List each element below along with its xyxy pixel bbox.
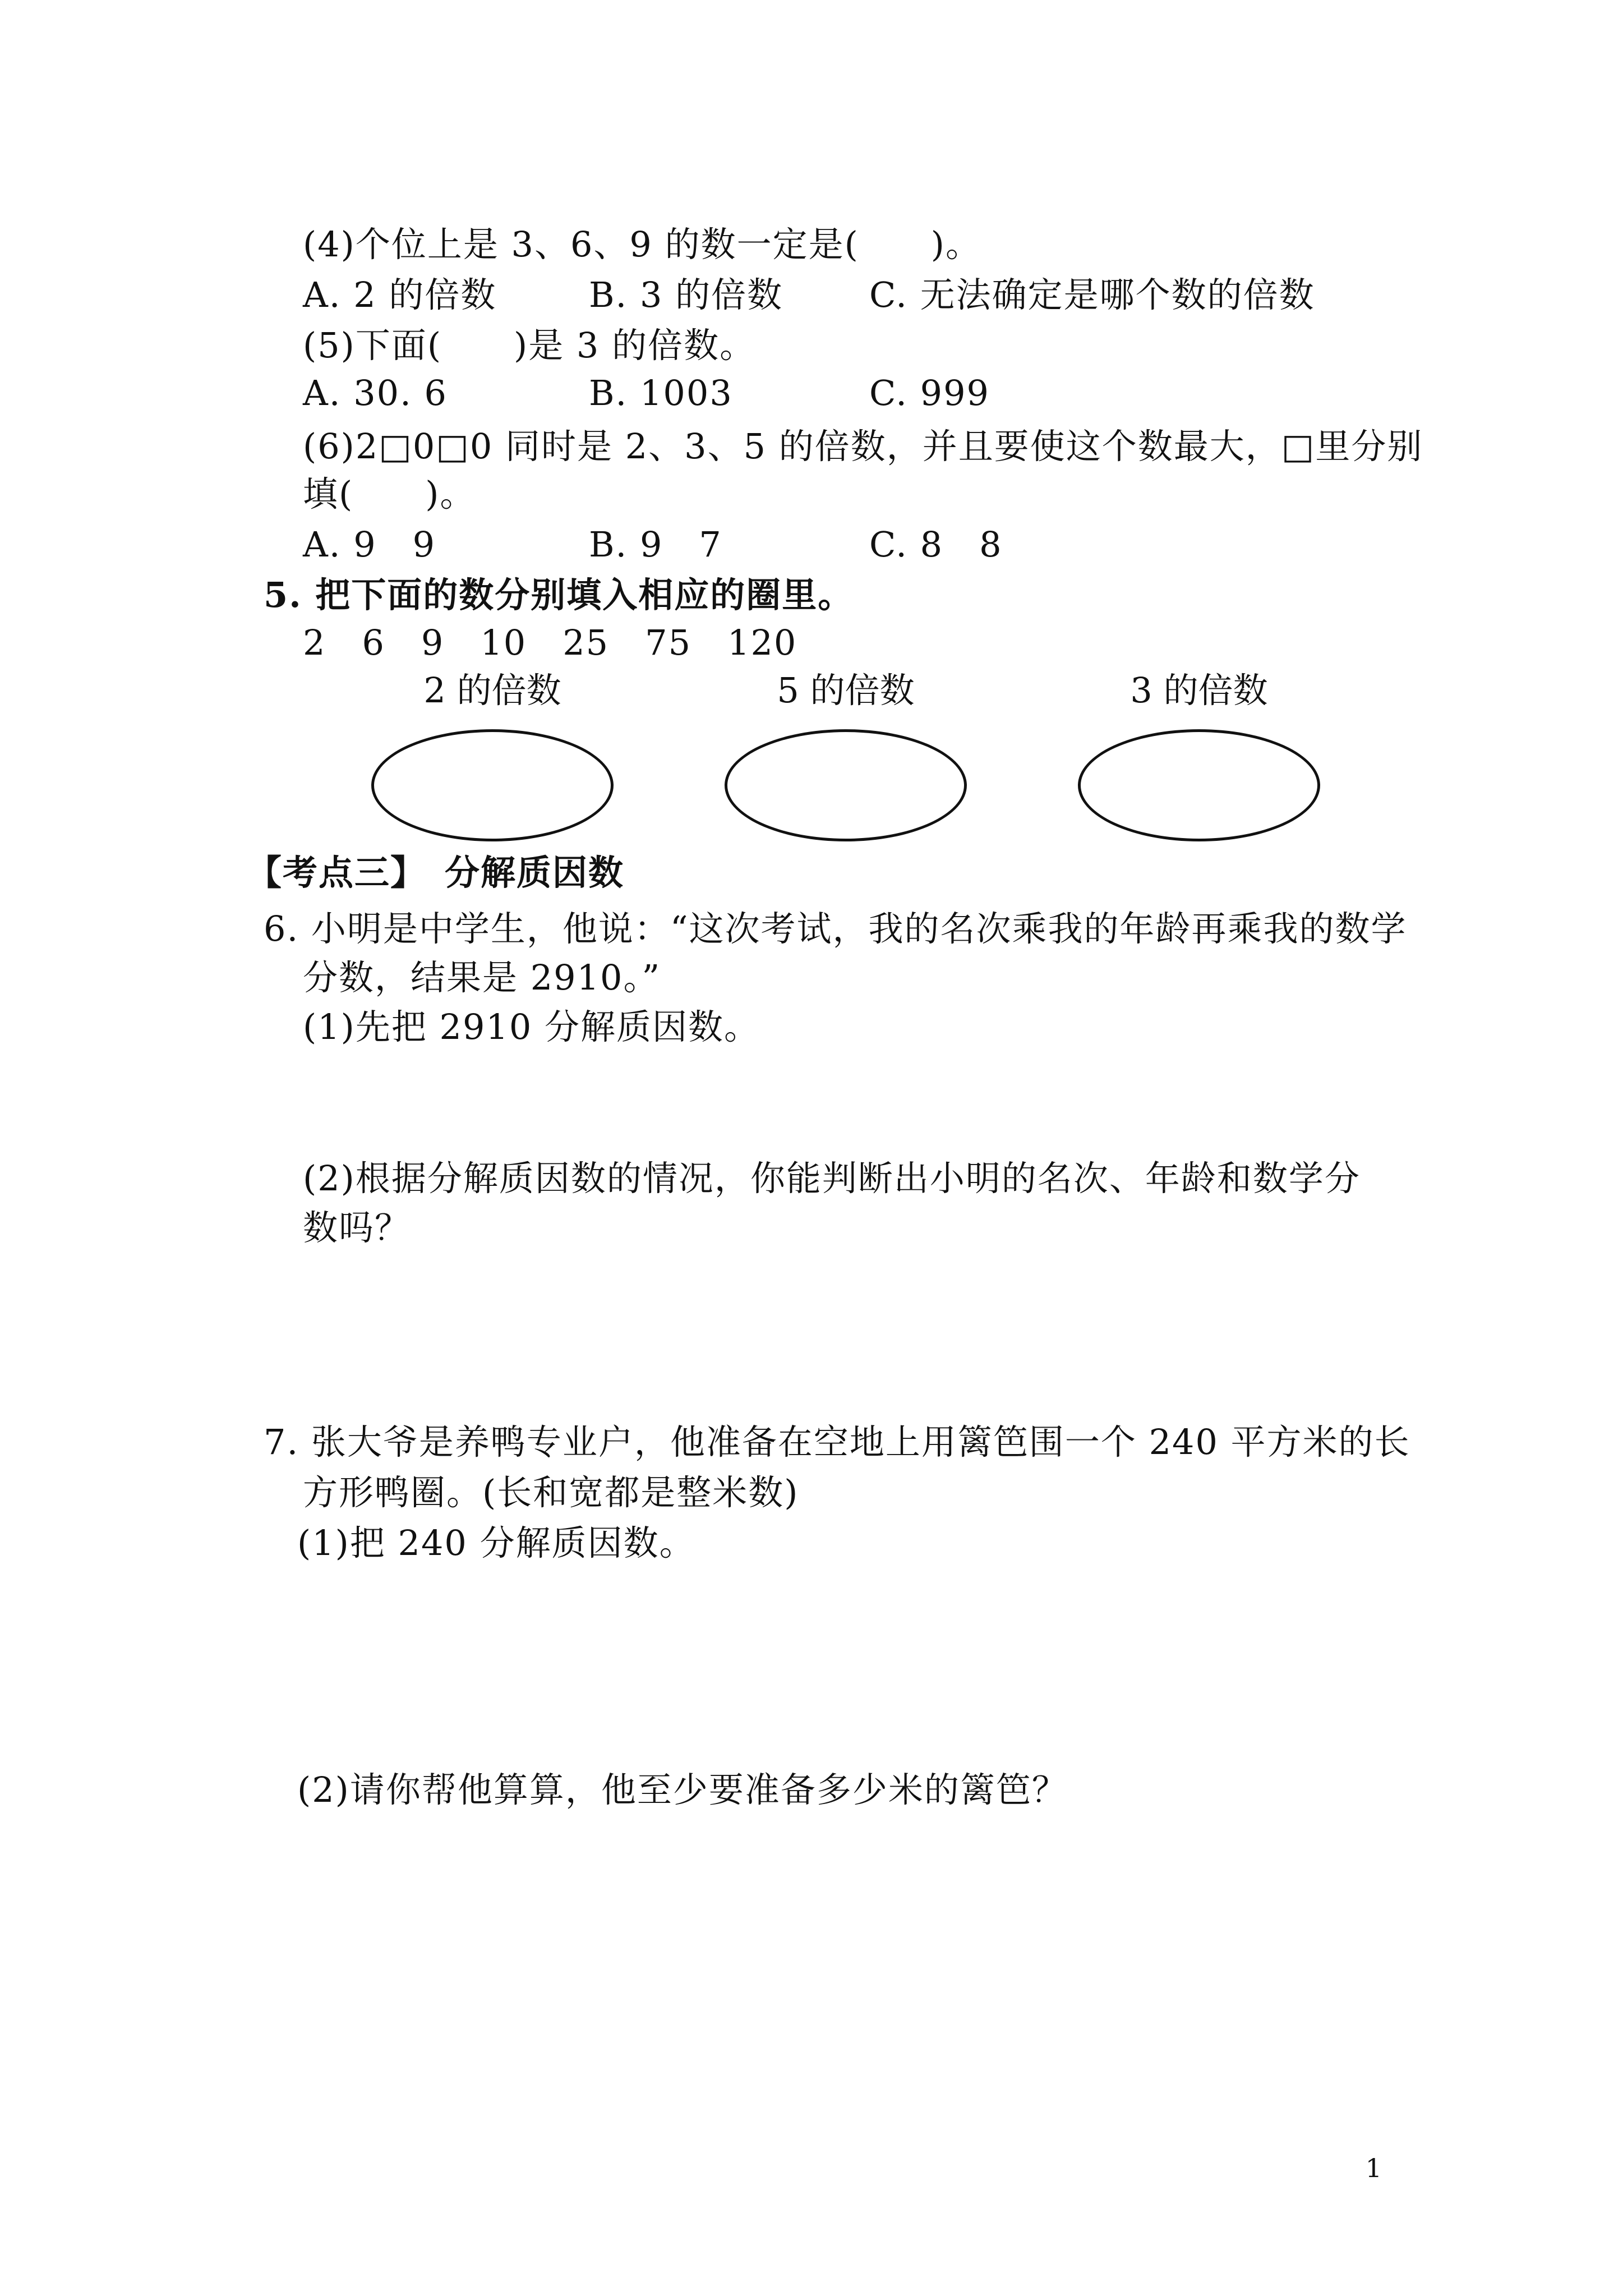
- oval-multiples-of-5[interactable]: [725, 729, 967, 841]
- q4-part6-option-c: C. 8 8: [869, 524, 1003, 565]
- q5-title: 5. 把下面的数分别填入相应的圈里。: [264, 574, 854, 615]
- section3-heading: 【考点三】 分解质因数: [247, 852, 625, 893]
- q4-part6-stem-line1: (6)2□0□0 同时是 2、3、5 的倍数，并且要使这个数最大，□里分别: [303, 426, 1423, 467]
- circle-label-multiples-of-2: 2 的倍数: [423, 670, 561, 711]
- q4-part6-stem-line2: 填( )。: [303, 473, 476, 514]
- q4-part5-option-a: A. 30. 6: [303, 372, 448, 413]
- q6-part2-line2: 数吗？: [303, 1207, 411, 1248]
- q7-part1: (1)把 240 分解质因数。: [297, 1522, 695, 1563]
- q4-part5-option-b: B. 1003: [589, 372, 733, 413]
- q7-line2: 方形鸭圈。(长和宽都是整米数): [303, 1472, 799, 1513]
- q4-part5-option-c: C. 999: [869, 372, 990, 413]
- q6-part2-line1: (2)根据分解质因数的情况，你能判断出小明的名次、年龄和数学分: [303, 1158, 1361, 1199]
- q4-part5-stem: (5)下面( )是 3 的倍数。: [303, 325, 756, 366]
- q7-line1: 7. 张大爷是养鸭专业户，他准备在空地上用篱笆围一个 240 平方米的长: [264, 1421, 1410, 1462]
- q4-part4-option-b: B. 3 的倍数: [589, 274, 783, 315]
- q4-part4-option-a: A. 2 的倍数: [303, 274, 497, 315]
- page-number: 1: [1365, 2153, 1382, 2183]
- q7-part2: (2)请你帮他算算，他至少要准备多少米的篱笆？: [297, 1769, 1068, 1810]
- oval-multiples-of-3[interactable]: [1078, 729, 1320, 841]
- q6-line1: 6. 小明是中学生，他说：“这次考试，我的名次乘我的年龄再乘我的数学: [264, 908, 1407, 949]
- q4-part6-option-b: B. 9 7: [589, 524, 722, 565]
- q4-part6-option-a: A. 9 9: [303, 524, 436, 565]
- q6-part1: (1)先把 2910 分解质因数。: [303, 1006, 760, 1047]
- q5-numbers: 2 6 9 10 25 75 120: [303, 622, 797, 663]
- q4-part4-option-c: C. 无法确定是哪个数的倍数: [869, 274, 1315, 315]
- q6-line2: 分数，结果是 2910。”: [303, 957, 661, 998]
- oval-multiples-of-2[interactable]: [371, 729, 614, 841]
- circle-label-multiples-of-3: 3 的倍数: [1130, 670, 1268, 711]
- q4-part4-stem: (4)个位上是 3、6、9 的数一定是( )。: [303, 224, 981, 265]
- circle-label-multiples-of-5: 5 的倍数: [777, 670, 915, 711]
